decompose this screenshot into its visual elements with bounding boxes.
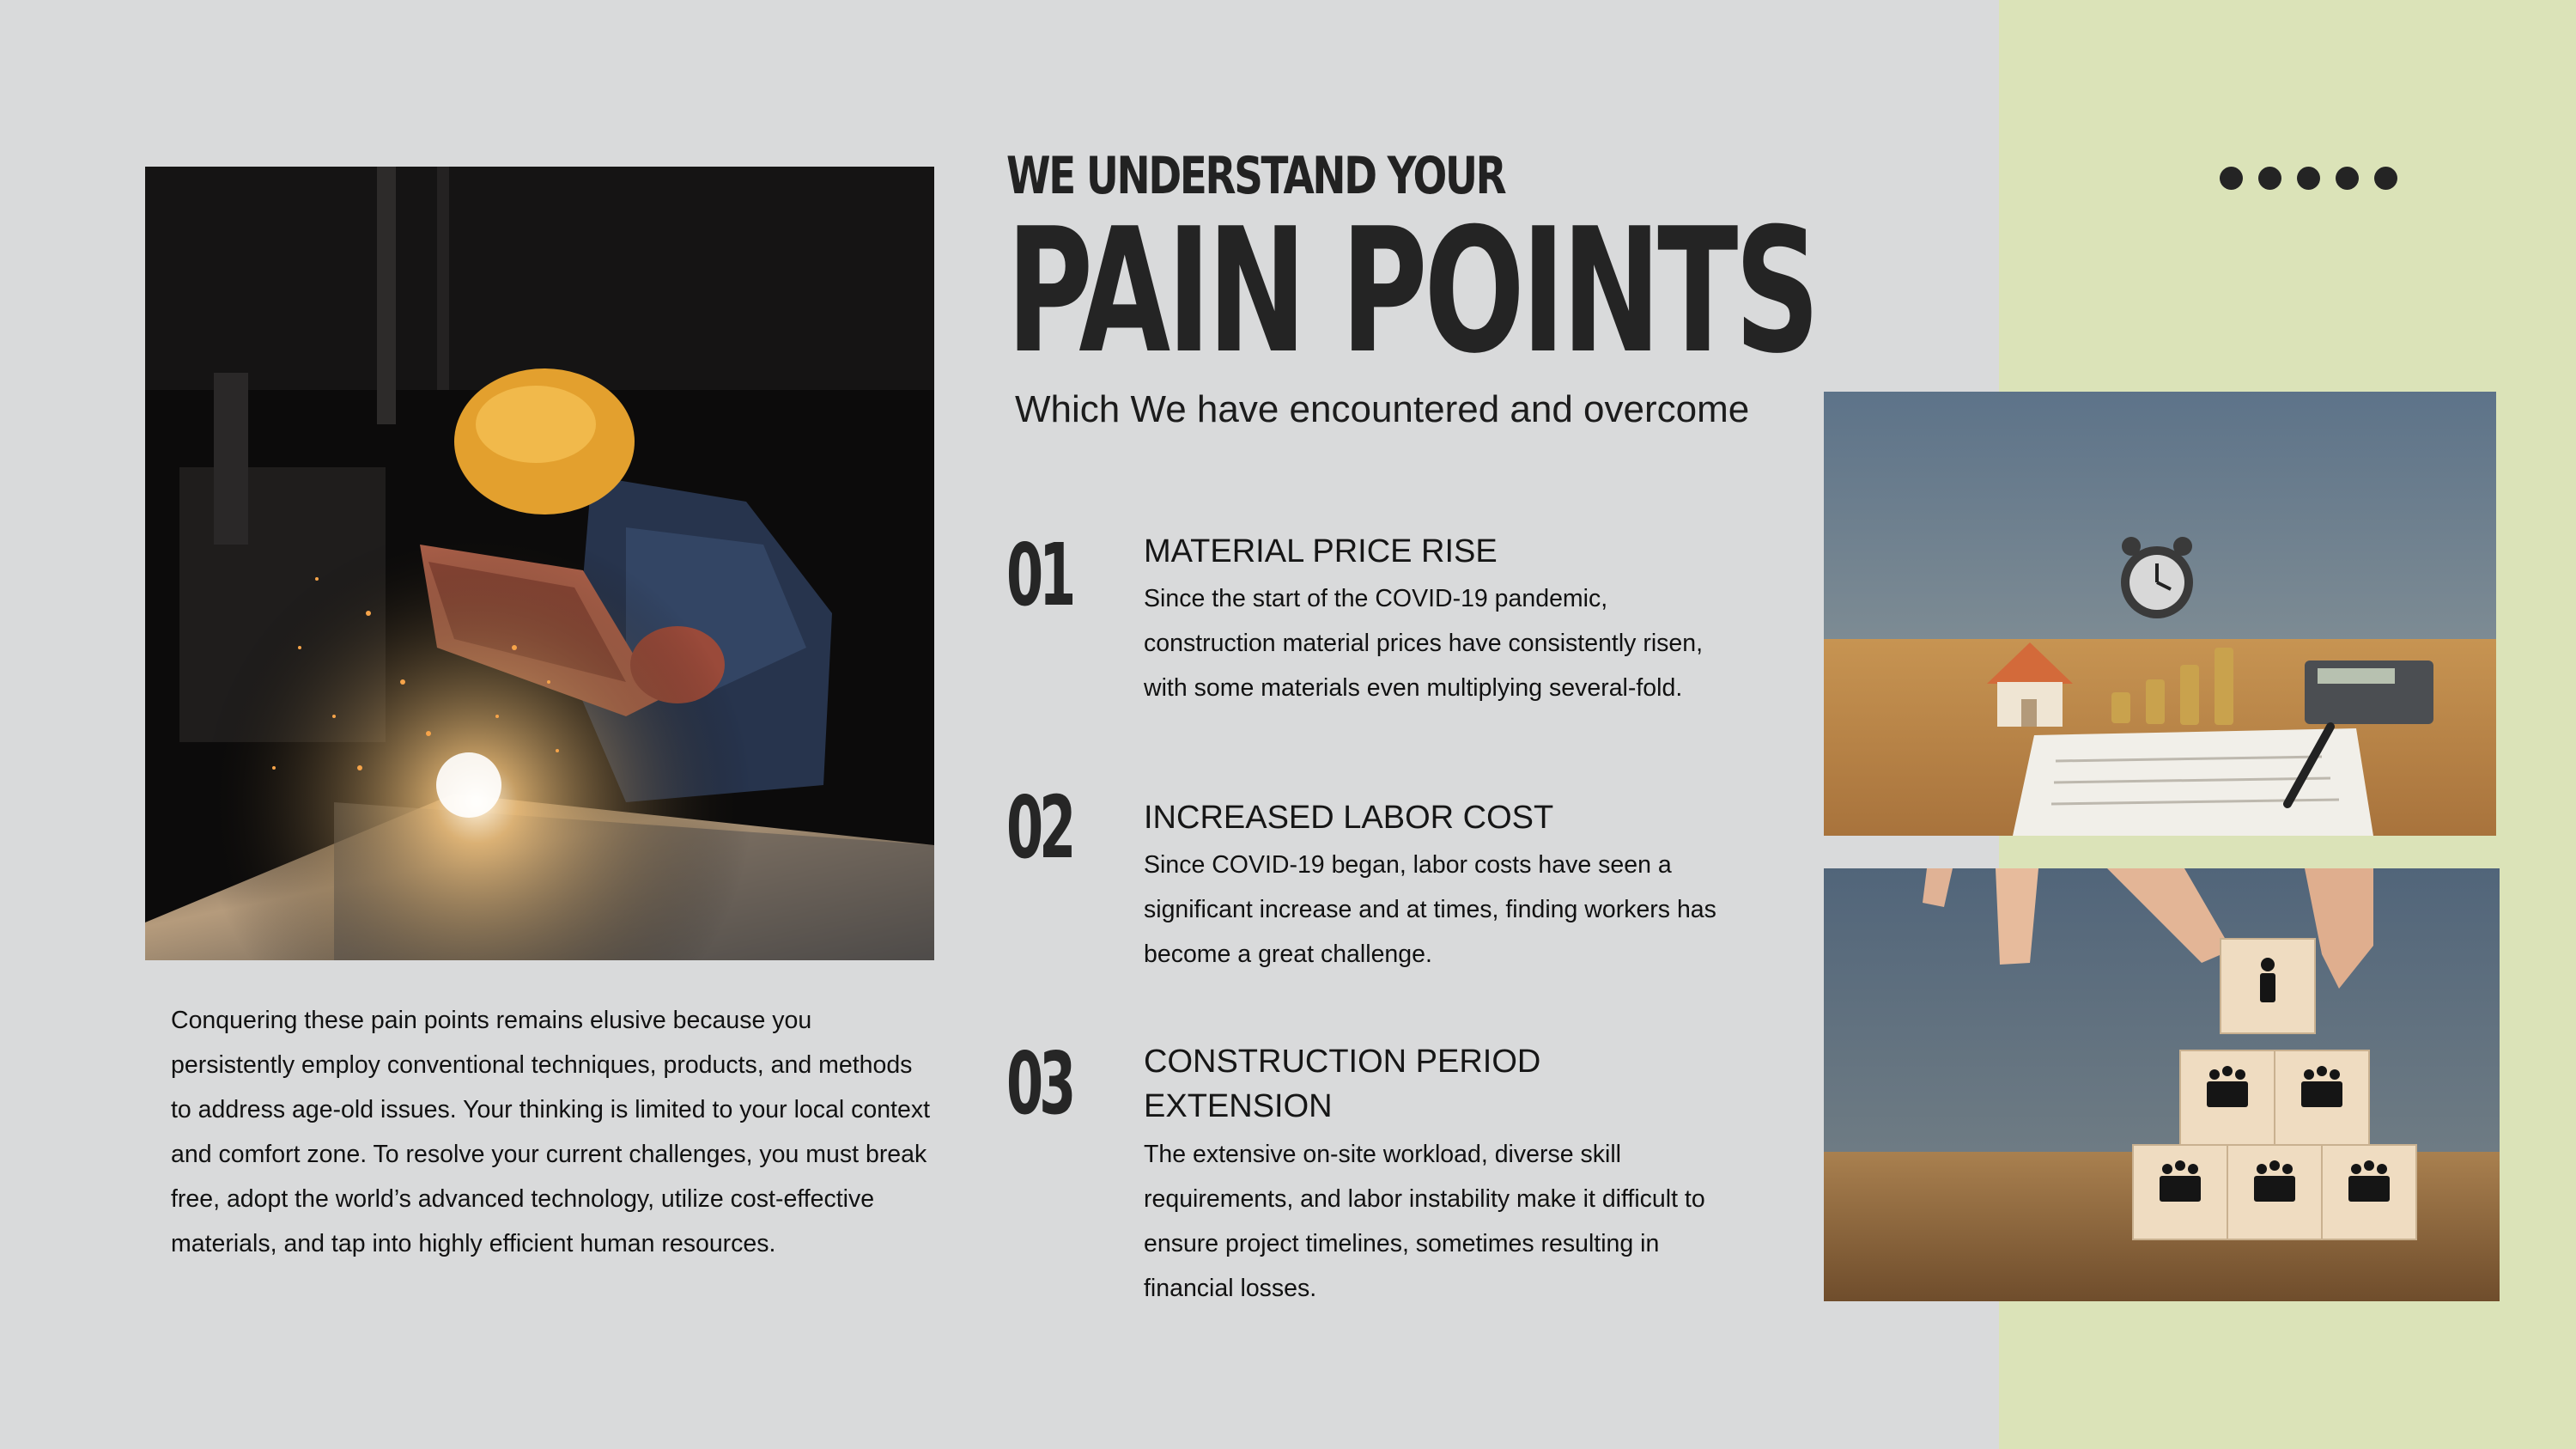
point-number-02: 02 [1006,777,1072,878]
point-body-03: The extensive on-site workload, diverse skill requirements, and labor instability make it difficult to ensure project timelines, sometimes resulting in financial losses. [1144,1141,1705,1302]
people-blocks-photo [1824,868,2500,1301]
page-title: PAIN POINTS [1006,192,1817,392]
dot-icon [2336,167,2359,190]
dot-icon [2297,167,2320,190]
page-subtitle: Which We have encountered and overcome [1015,388,1750,430]
point-number-03: 03 [1006,1033,1072,1134]
dot-icon [2220,167,2243,190]
heading-kicker: WE UNDERSTAND YOUR [1006,146,1505,206]
point-title-01: MATERIAL PRICE RISE [1144,533,1498,569]
intro-paragraph: Conquering these pain points remains elusive because you persistently employ conventional techniques, products, and methods to address age-old issues. Your thinking is limited to your local context and comfort zone. To resolve your current challenges, you must break free, adopt the world’s advanced technology, utilize cost-effective materials, and tap into highly efficient human resources. [171,1007,930,1257]
point-title-02: INCREASED LABOR COST [1144,800,1554,836]
pagination-dots [2220,167,2397,190]
point-number-01: 01 [1006,525,1072,625]
point-title-03: CONSTRUCTION PERIOD EXTENSION [1144,1044,1541,1124]
point-body-02: Since COVID-19 began, labor costs have seen a significant increase and at times, finding workers has become a great challenge. [1144,851,1716,968]
house-coins-clock-photo [1824,392,2496,836]
dot-icon [2258,167,2281,190]
dot-icon [2374,167,2397,190]
point-body-01: Since the start of the COVID-19 pandemic, construction material prices have consistently risen, with some materials even multiplying several-fold. [1144,585,1704,702]
welder-photo [145,167,934,960]
